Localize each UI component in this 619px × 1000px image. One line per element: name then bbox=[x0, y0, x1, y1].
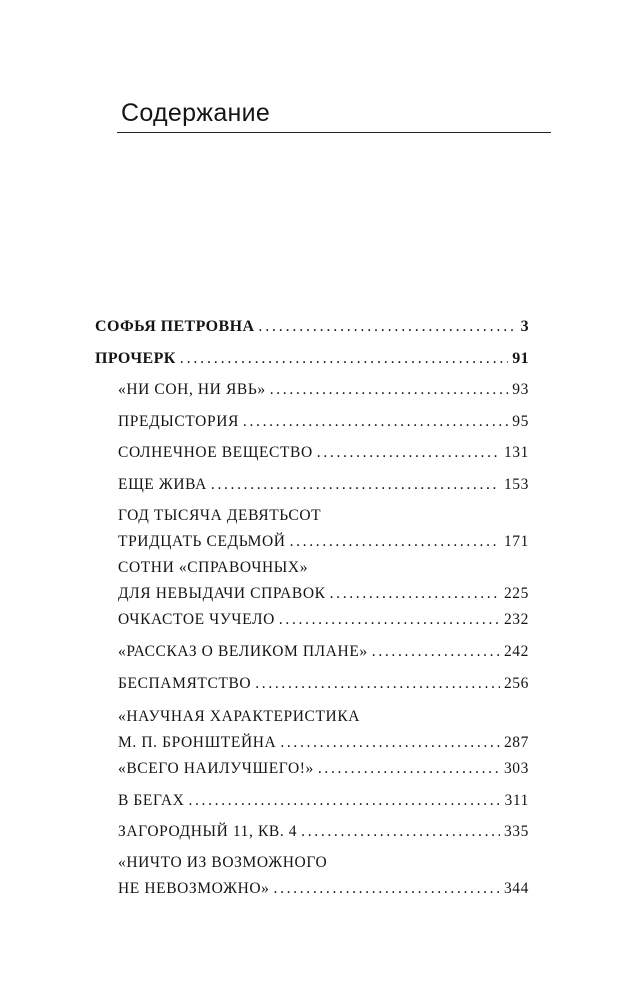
toc-entry[interactable] bbox=[118, 505, 529, 553]
toc-entry-line bbox=[118, 557, 529, 579]
toc-entry-line bbox=[95, 316, 529, 338]
toc-entry[interactable] bbox=[118, 641, 529, 663]
toc-entry[interactable] bbox=[95, 316, 529, 338]
toc-entry[interactable] bbox=[118, 673, 529, 695]
toc-entry-title: ДЛЯ НЕВЫДАЧИ СПРАВОК bbox=[118, 585, 326, 602]
toc-entry-title: «РАССКАЗ О ВЕЛИКОМ ПЛАНЕ» bbox=[118, 643, 368, 660]
toc-entry[interactable] bbox=[118, 557, 529, 605]
toc-entry-title: СОЛНЕЧНОЕ ВЕЩЕСТВО bbox=[118, 444, 313, 461]
toc-entry-title: ЗАГОРОДНЫЙ 11, КВ. 4 bbox=[118, 823, 298, 840]
toc-entry[interactable] bbox=[118, 706, 529, 754]
toc-leader-dots bbox=[301, 821, 500, 843]
toc-leader-dots bbox=[258, 316, 516, 338]
toc-entry-title: «НАУЧНАЯ ХАРАКТЕРИСТИКА bbox=[118, 708, 361, 725]
toc-entry[interactable] bbox=[118, 758, 529, 780]
toc-entry-title: БЕСПАМЯТСТВО bbox=[118, 675, 252, 692]
toc-entry-title: ГОД ТЫСЯЧА ДЕВЯТЬСОТ bbox=[118, 507, 322, 524]
toc-page-number: 335 bbox=[503, 823, 529, 840]
toc-entry-title: В БЕГАХ bbox=[118, 792, 185, 809]
toc-page-number: 153 bbox=[503, 476, 529, 493]
toc-page-number: 225 bbox=[503, 585, 529, 602]
toc-entry-title: ОЧКАСТОЕ ЧУЧЕЛО bbox=[118, 611, 275, 628]
toc-page-number: 95 bbox=[512, 413, 529, 430]
toc-entry[interactable] bbox=[118, 821, 529, 843]
toc-entry-line bbox=[118, 790, 529, 812]
toc-entry-line bbox=[118, 411, 529, 433]
toc-entry-line bbox=[95, 348, 529, 370]
toc-leader-dots bbox=[188, 790, 500, 812]
toc-entry[interactable] bbox=[118, 852, 529, 900]
toc-leader-dots bbox=[317, 442, 500, 464]
toc-entry-line bbox=[118, 758, 529, 780]
toc-entry-line bbox=[118, 442, 529, 464]
toc-page-number: 93 bbox=[512, 381, 529, 398]
toc-entry-title: ПРЕДЫСТОРИЯ bbox=[118, 413, 239, 430]
toc-entry-line bbox=[118, 878, 529, 900]
toc-entry[interactable] bbox=[118, 474, 529, 496]
toc-entry-title: СОТНИ «СПРАВОЧНЫХ» bbox=[118, 559, 309, 576]
toc-leader-dots bbox=[243, 411, 508, 433]
toc-entry-line bbox=[118, 609, 529, 631]
toc-page-number: 171 bbox=[503, 533, 529, 550]
toc-entry-title: СОФЬЯ ПЕТРОВНА bbox=[95, 318, 255, 335]
toc-entry-line bbox=[118, 505, 529, 527]
toc-entry[interactable] bbox=[118, 379, 529, 401]
toc-entry-line bbox=[118, 641, 529, 663]
toc-entry-title: НЕ НЕВОЗМОЖНО» bbox=[118, 880, 270, 897]
toc-leader-dots bbox=[211, 474, 500, 496]
toc-entry-line bbox=[118, 379, 529, 401]
toc-entry-title: ПРОЧЕРК bbox=[95, 350, 176, 367]
toc-entry-title: М. П. БРОНШТЕЙНА bbox=[118, 734, 277, 751]
toc-page-number: 3 bbox=[520, 318, 529, 335]
toc-leader-dots bbox=[372, 641, 500, 663]
toc-entry-title: ЕЩЕ ЖИВА bbox=[118, 476, 207, 493]
toc-leader-dots bbox=[180, 348, 508, 370]
toc-entry-title: ТРИДЦАТЬ СЕДЬМОЙ bbox=[118, 533, 286, 550]
toc-entry-line bbox=[118, 706, 529, 728]
toc-entry[interactable] bbox=[118, 790, 529, 812]
toc-entry-line bbox=[118, 531, 529, 553]
toc-leader-dots bbox=[255, 673, 500, 695]
toc-leader-dots bbox=[318, 758, 500, 780]
toc-entry-title: «НИЧТО ИЗ ВОЗМОЖНОГО bbox=[118, 854, 328, 871]
toc-page-number: 91 bbox=[512, 350, 529, 367]
toc-page-number: 303 bbox=[503, 760, 529, 777]
toc-entry[interactable] bbox=[95, 348, 529, 370]
toc-leader-dots bbox=[280, 732, 500, 754]
toc-entry-title: «ВСЕГО НАИЛУЧШЕГО!» bbox=[118, 760, 314, 777]
toc-leader-dots bbox=[290, 531, 500, 553]
toc-page-number: 242 bbox=[503, 643, 529, 660]
toc-leader-dots bbox=[330, 583, 500, 605]
toc-leader-dots bbox=[279, 609, 500, 631]
toc-entry[interactable] bbox=[118, 609, 529, 631]
toc-page-number: 131 bbox=[503, 444, 529, 461]
toc-entry-line bbox=[118, 821, 529, 843]
toc-entry-line bbox=[118, 673, 529, 695]
toc-entry-line bbox=[118, 583, 529, 605]
toc-entry-line bbox=[118, 852, 529, 874]
toc-entry-line bbox=[118, 474, 529, 496]
page-title: Содержание bbox=[121, 99, 271, 127]
toc-entry[interactable] bbox=[118, 442, 529, 464]
toc-leader-dots bbox=[274, 878, 500, 900]
toc-page-number: 256 bbox=[503, 675, 529, 692]
toc-page-number: 311 bbox=[504, 792, 529, 809]
toc-page-number: 344 bbox=[503, 880, 529, 897]
toc-entry-line bbox=[118, 732, 529, 754]
toc-entry[interactable] bbox=[118, 411, 529, 433]
toc-page-number: 287 bbox=[503, 734, 529, 751]
toc-page-number: 232 bbox=[503, 611, 529, 628]
toc-entry-title: «НИ СОН, НИ ЯВЬ» bbox=[118, 381, 266, 398]
toc-leader-dots bbox=[270, 379, 509, 401]
